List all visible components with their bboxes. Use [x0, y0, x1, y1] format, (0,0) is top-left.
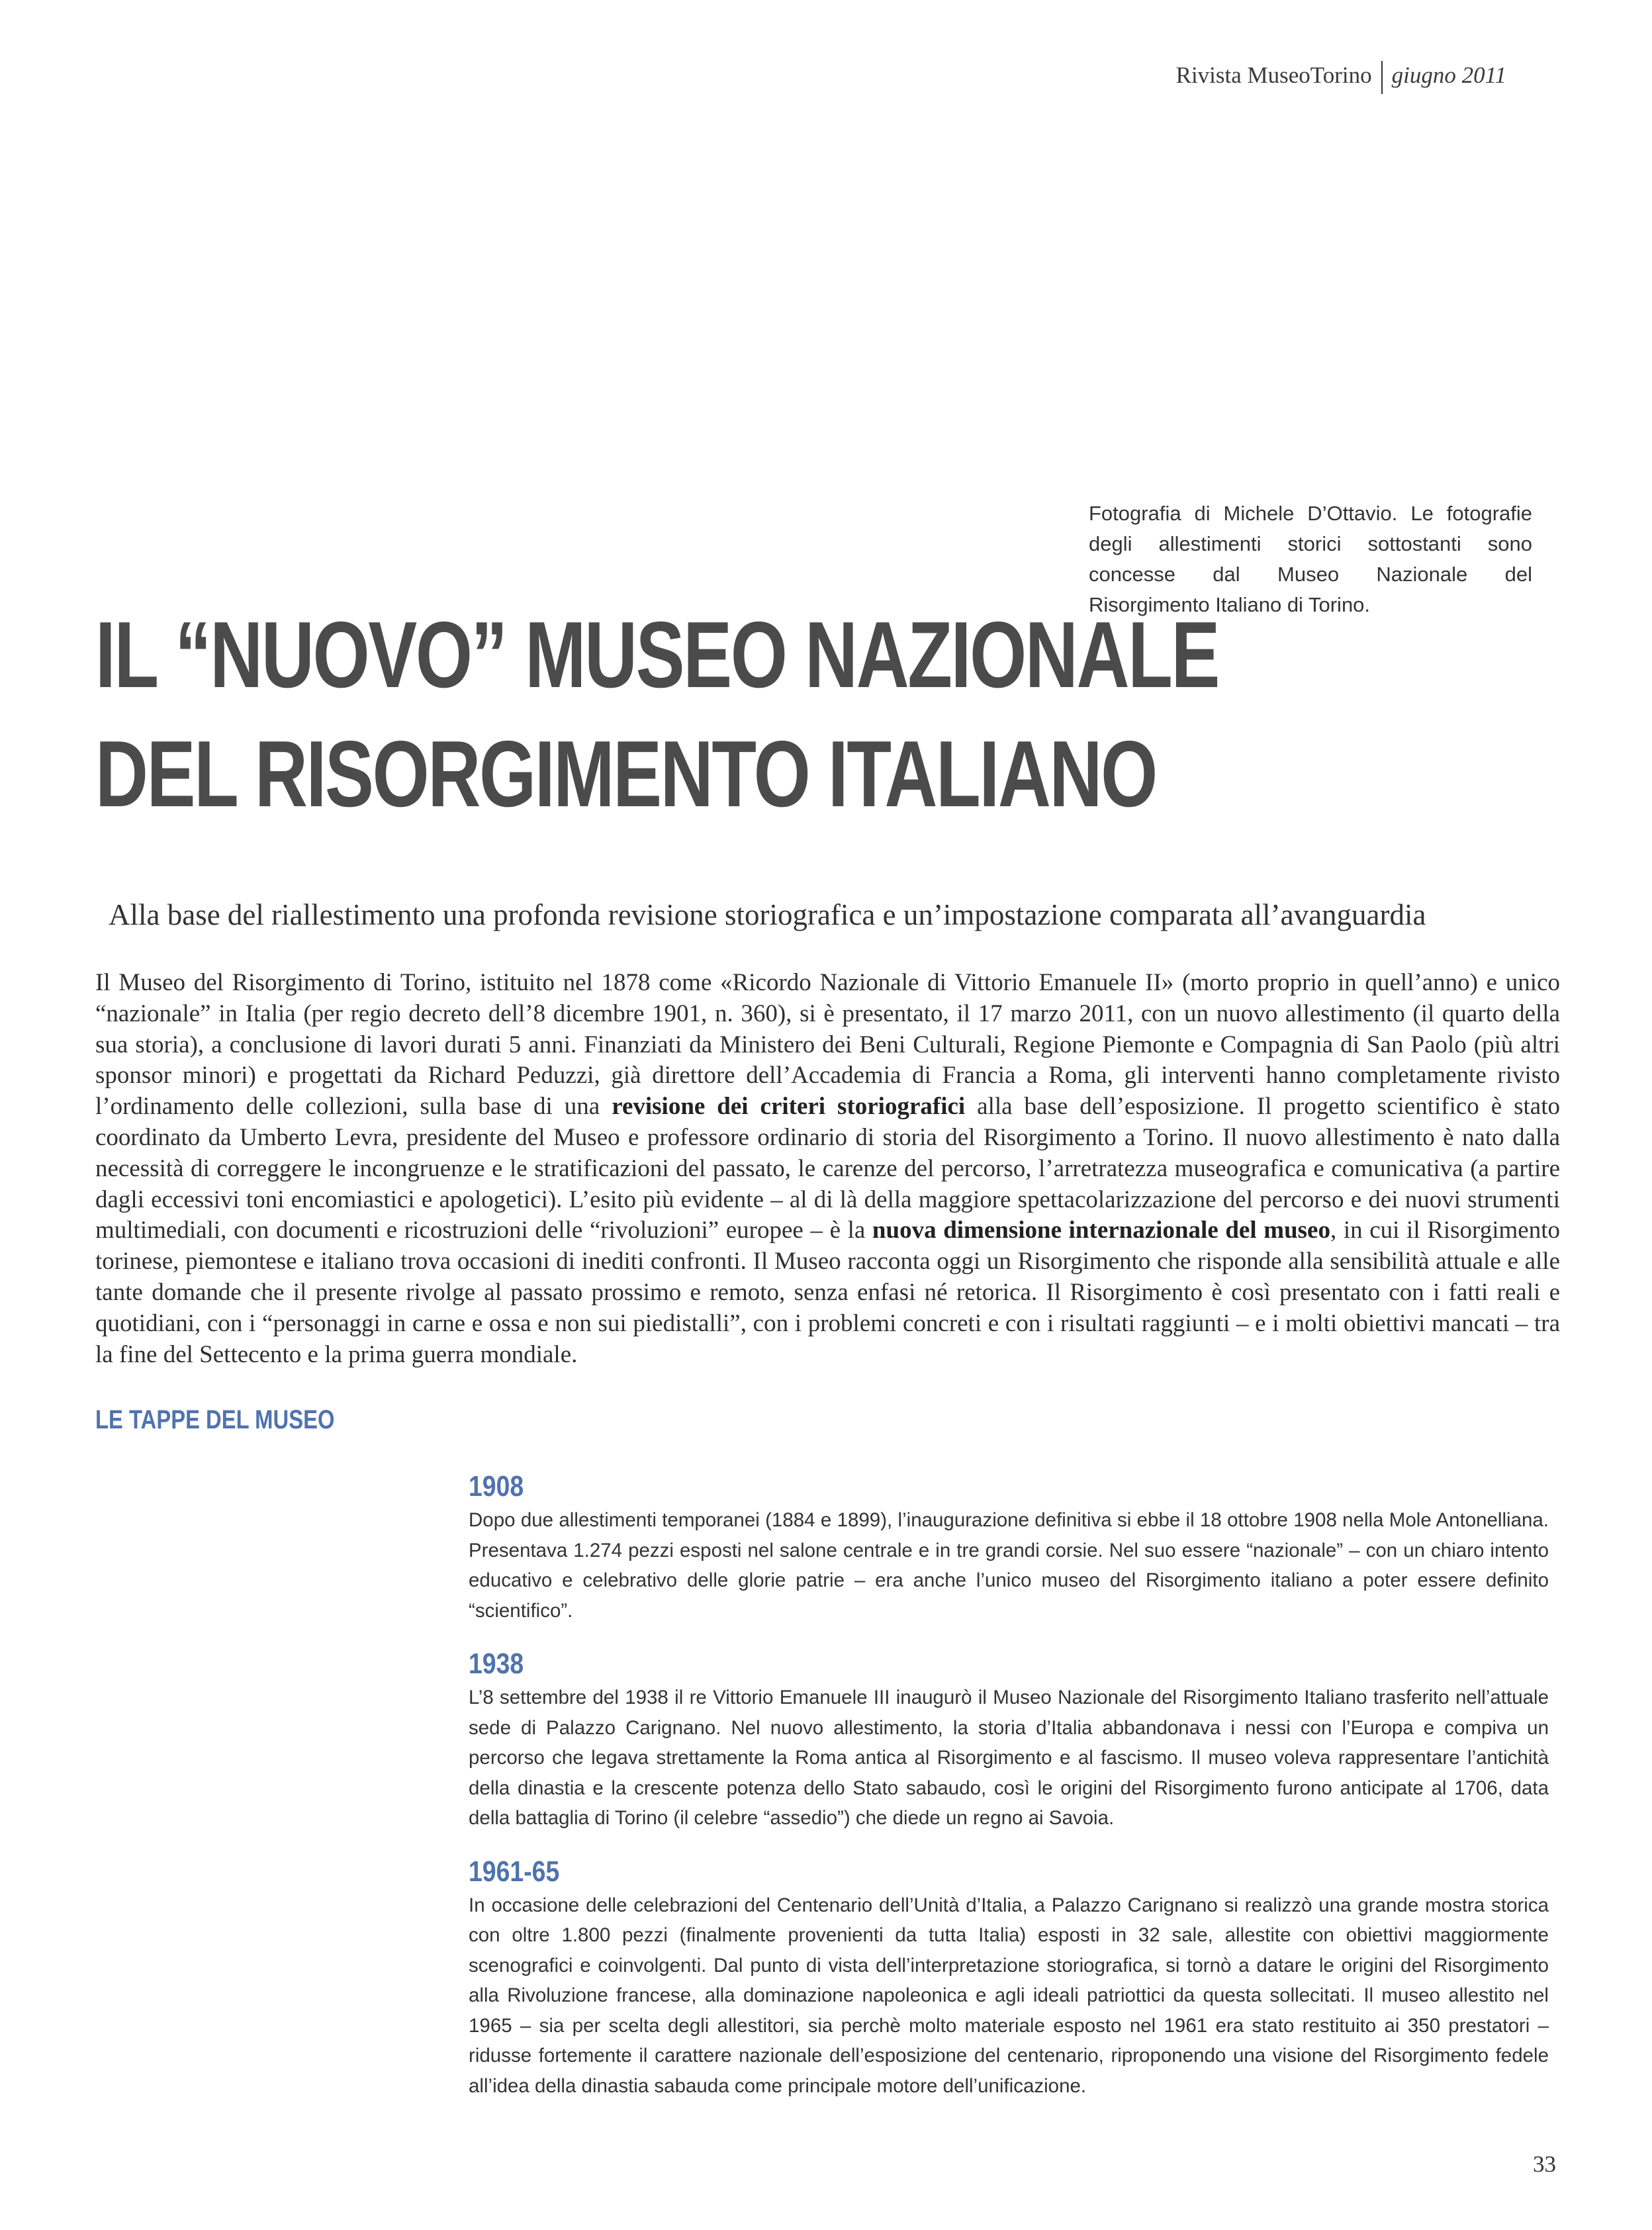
timeline-year: 1908 — [469, 1470, 524, 1503]
timeline-year: 1938 — [469, 1648, 524, 1680]
running-head — [1176, 61, 1506, 94]
timeline-text: In occasione delle celebrazioni del Centenario dell’Unità d’Italia, a Palazzo Carignano si realizzò una grande mostra storica con oltre 1.800 pezzi (finalmente provenienti da tutta Italia) esposti in 32 sale, allestite con obiettivi maggiormente scenografici e coinvolgenti. Dal punto di vista dell’interpretazione storiografica, si tornò a datare le origini del Risorgimento alla Rivoluzione francese, alla dominazione napoleonica e agli ideali patriottici da questa sollecitati. Il museo allestito nel 1965 – sia per scelta degli allestitori, sia perchè molto materiale esposto nel 1961 era stato restituito ai 350 prestatori – ridusse fortemente il carattere nazionale dell’esposizione del centenario, riproponendo una visione del Risorgimento fedele all’idea della dinastia sabauda come principale motore dell’unificazione. — [469, 1894, 1549, 2097]
title-line-2: DEL RISORGIMENTO ITALIANO — [95, 721, 1156, 827]
body-bold-1: revisione dei criteri storiografici — [612, 1093, 966, 1121]
body-part-1: Il Museo del Risorgimento di Torino, istituito nel 1878 come «Ricordo Nazionale di Vittorio Emanuele II» (morto proprio in quell’anno) e unico “nazionale” in Italia (per regio decreto dell’8 dicembre 1901, n. 360), si è presentato, il 17 marzo 2011, con un nuovo allestimento (il quarto della sua storia), a conclusione di lavori durati 5 anni. Finanziati da Ministero dei Beni Culturali, Regione Piemonte e Compagnia di San Paolo (più altri sponsor minori) e progettati da Richard Peduzzi, già direttore dell’Accademia di Francia a Roma, gli interventi hanno completamente rivisto l’ordinamento delle collezioni, sulla base di una — [95, 969, 1560, 1121]
issue-date: giugno 2011 — [1391, 62, 1506, 89]
timeline-entry-1908 — [469, 1468, 1549, 1626]
article-title — [95, 596, 1231, 834]
photo-caption: Fotografia di Michele D’Ottavio. Le fotografie degli allestimenti storici sottostanti sono concesse dal Museo Nazionale del Risorgimento Italiano di Torino. — [1089, 502, 1532, 616]
section-heading: LE TAPPE DEL MUSEO — [95, 1405, 335, 1434]
article-subtitle: Alla base del riallestimento una profonda revisione storiografica e un’impostazione comparata all’avanguardia — [109, 898, 1426, 931]
magazine-name: Rivista MuseoTorino — [1175, 62, 1372, 89]
title-line-1: IL “NUOVO” MUSEO NAZIONALE — [95, 602, 1219, 708]
museum-timeline — [469, 1468, 1549, 2101]
body-part-3: , in cui il Risorgimento torinese, piemontese e italiano trova occasioni di inediti confronti. Il Museo racconta oggi un Risorgimento che risponde alla sensibilità attuale e alle tante domande che il presente rivolge al passato prossimo e remoto, senza enfasi né retorica. Il Risorgimento è così presentato con i fatti reali e quotidiani, con i “personaggi in carne e ossa e non sui piedistalli”, con i problemi concreti e con i risultati raggiunti – e i molti obiettivi mancati – tra la fine del Settecento e la prima guerra mondiale. — [95, 1217, 1560, 1368]
page-number: 33 — [1533, 2151, 1556, 2177]
body-bold-2: nuova dimensione internazionale del museo — [872, 1217, 1330, 1244]
header-divider — [1381, 61, 1383, 94]
timeline-text: Dopo due allestimenti temporanei (1884 e 1899), l’inaugurazione definitiva si ebbe il 18 ottobre 1908 nella Mole Antonelliana. Presentava 1.274 pezzi esposti nel salone centrale e in tre grandi corsie. Nel suo essere “nazionale” – con un chiaro intento educativo e celebrativo delle glorie patrie – era anche l’unico museo del Risorgimento italiano a poter essere definito “scientifico”. — [469, 1509, 1549, 1622]
timeline-entry-1961-65 — [469, 1853, 1549, 2102]
timeline-entry-1938 — [469, 1646, 1549, 1834]
timeline-text: L’8 settembre del 1938 il re Vittorio Emanuele III inaugurò il Museo Nazionale del Risorgimento Italiano trasferito nell’attuale sede di Palazzo Carignano. Nel nuovo allestimento, la storia d’Italia abbandonava i nessi con l’Europa e compiva un percorso che legava strettamente la Roma antica al Risorgimento e al fascismo. Il museo voleva rappresentare l’antichità della dinastia e la crescente potenza dello Stato sabaudo, così le origini del Risorgimento furono anticipate al 1706, data della battaglia di Torino (il celebre “assedio”) che diede un regno ai Savoia. — [469, 1687, 1549, 1829]
timeline-year: 1961-65 — [469, 1855, 560, 1888]
article-body — [95, 968, 1560, 1370]
body-part-2: alla base dell’esposizione. Il progetto scientifico è stato coordinato da Umberto Levra, presidente del Museo e professore ordinario di storia del Risorgimento a Torino. Il nuovo allestimento è nato dalla necessità di correggere le incongruenze e le stratificazioni del passato, le carenze del percorso, l’arretratezza museografica e comunicativa (a partire dagli eccessivi toni encomiastici e apologetici). L’esito più evidente – al di là della maggiore spettacolarizzazione del percorso e dei nuovi strumenti multimediali, con documenti e ricostruzioni delle “rivoluzioni” europee – è la — [95, 1093, 1561, 1244]
